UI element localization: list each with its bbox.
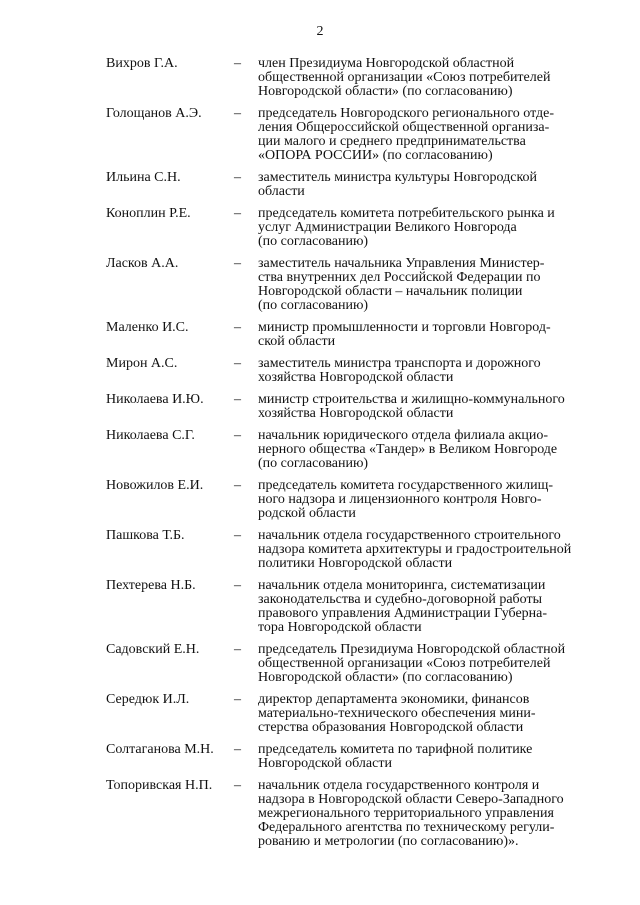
member-name: Голощанов А.Э. — [106, 106, 202, 121]
member-role: начальник юридического отдела филиала акцио- нерного общества «Тандер» в Великом Новгороде (по согласованию) — [258, 428, 558, 471]
member-row — [0, 207, 640, 249]
member-dash: – — [234, 256, 241, 271]
member-dash: – — [234, 528, 241, 543]
member-row — [0, 693, 640, 735]
member-dash: – — [234, 692, 241, 707]
member-role: министр строительства и жилищно-коммунального хозяйства Новгородской области — [258, 392, 565, 421]
member-dash: – — [234, 320, 241, 335]
member-dash: – — [234, 778, 241, 793]
member-dash: – — [234, 742, 241, 757]
member-name: Николаева С.Г. — [106, 428, 195, 443]
member-role: начальник отдела государственного контроля и надзора в Новгородской области Северо-Западного межрегионального территориального управления Федерального агентства по техническому регули- рованию и метрологии (по согласованию)». — [258, 778, 564, 849]
member-dash: – — [234, 642, 241, 657]
member-row — [0, 579, 640, 635]
member-row — [0, 479, 640, 521]
member-name: Пехтерева Н.Б. — [106, 578, 196, 593]
member-name: Середюк И.Л. — [106, 692, 190, 707]
member-name: Коноплин Р.Е. — [106, 206, 191, 221]
member-row — [0, 321, 640, 349]
member-name: Ильина С.Н. — [106, 170, 181, 185]
member-name: Николаева И.Ю. — [106, 392, 204, 407]
member-row — [0, 57, 640, 99]
member-dash: – — [234, 206, 241, 221]
member-name: Садовский Е.Н. — [106, 642, 200, 657]
member-role: заместитель начальника Управления Министер- ства внутренних дел Российской Федерации по Новгородской области – начальник полиции (по согласованию) — [258, 256, 545, 313]
member-name: Мирон А.С. — [106, 356, 178, 371]
member-name: Топоривская Н.П. — [106, 778, 213, 793]
member-row — [0, 643, 640, 685]
member-name: Ласков А.А. — [106, 256, 179, 271]
member-role: председатель Новгородского регионального отде- ления Общероссийской общественной организа- ции малого и среднего предпринимательства «ОПОРА РОССИИ» (по согласованию) — [258, 106, 555, 163]
member-row — [0, 743, 640, 771]
member-dash: – — [234, 578, 241, 593]
member-list — [0, 57, 640, 849]
member-row — [0, 171, 640, 199]
member-name: Пашкова Т.Б. — [106, 528, 185, 543]
member-dash: – — [234, 392, 241, 407]
member-dash: – — [234, 356, 241, 371]
member-row — [0, 529, 640, 571]
member-role: член Президиума Новгородской областной общественной организации «Союз потребителей Новгородской области» (по согласованию) — [258, 56, 551, 99]
member-name: Новожилов Е.И. — [106, 478, 204, 493]
member-name: Солтаганова М.Н. — [106, 742, 214, 757]
member-name: Вихров Г.А. — [106, 56, 178, 71]
member-row — [0, 357, 640, 385]
page-number: 2 — [316, 24, 324, 39]
member-row — [0, 429, 640, 471]
member-row — [0, 393, 640, 421]
member-row — [0, 257, 640, 313]
member-name: Маленко И.С. — [106, 320, 189, 335]
member-role: директор департамента экономики, финансов материально-технического обеспечения мини- стерства образования Новгородской области — [258, 692, 536, 735]
member-role: председатель комитета потребительского рынка и услуг Администрации Великого Новгорода (по согласованию) — [258, 206, 555, 249]
member-role: заместитель министра транспорта и дорожного хозяйства Новгородской области — [258, 356, 541, 385]
member-role: начальник отдела государственного строительного надзора комитета архитектуры и градостроительной политики Новгородской области — [258, 528, 572, 571]
member-dash: – — [234, 428, 241, 443]
member-role: начальник отдела мониторинга, систематизации законодательства и судебно-договорной работы правового управления Администрации Губерна- тора Новгородской области — [258, 578, 548, 635]
member-role: министр промышленности и торговли Новгород- ской области — [258, 320, 551, 349]
member-role: председатель комитета государственного жилищ- ного надзора и лицензионного контроля Новго- родской области — [258, 478, 554, 521]
member-dash: – — [234, 170, 241, 185]
member-row — [0, 107, 640, 163]
member-dash: – — [234, 478, 241, 493]
member-dash: – — [234, 56, 241, 71]
member-role: председатель комитета по тарифной политике Новгородской области — [258, 742, 533, 771]
member-dash: – — [234, 106, 241, 121]
member-role: заместитель министра культуры Новгородской области — [258, 170, 538, 199]
member-role: председатель Президиума Новгородской областной общественной организации «Союз потребителей Новгородской области» (по согласованию) — [258, 642, 566, 685]
member-row — [0, 779, 640, 849]
